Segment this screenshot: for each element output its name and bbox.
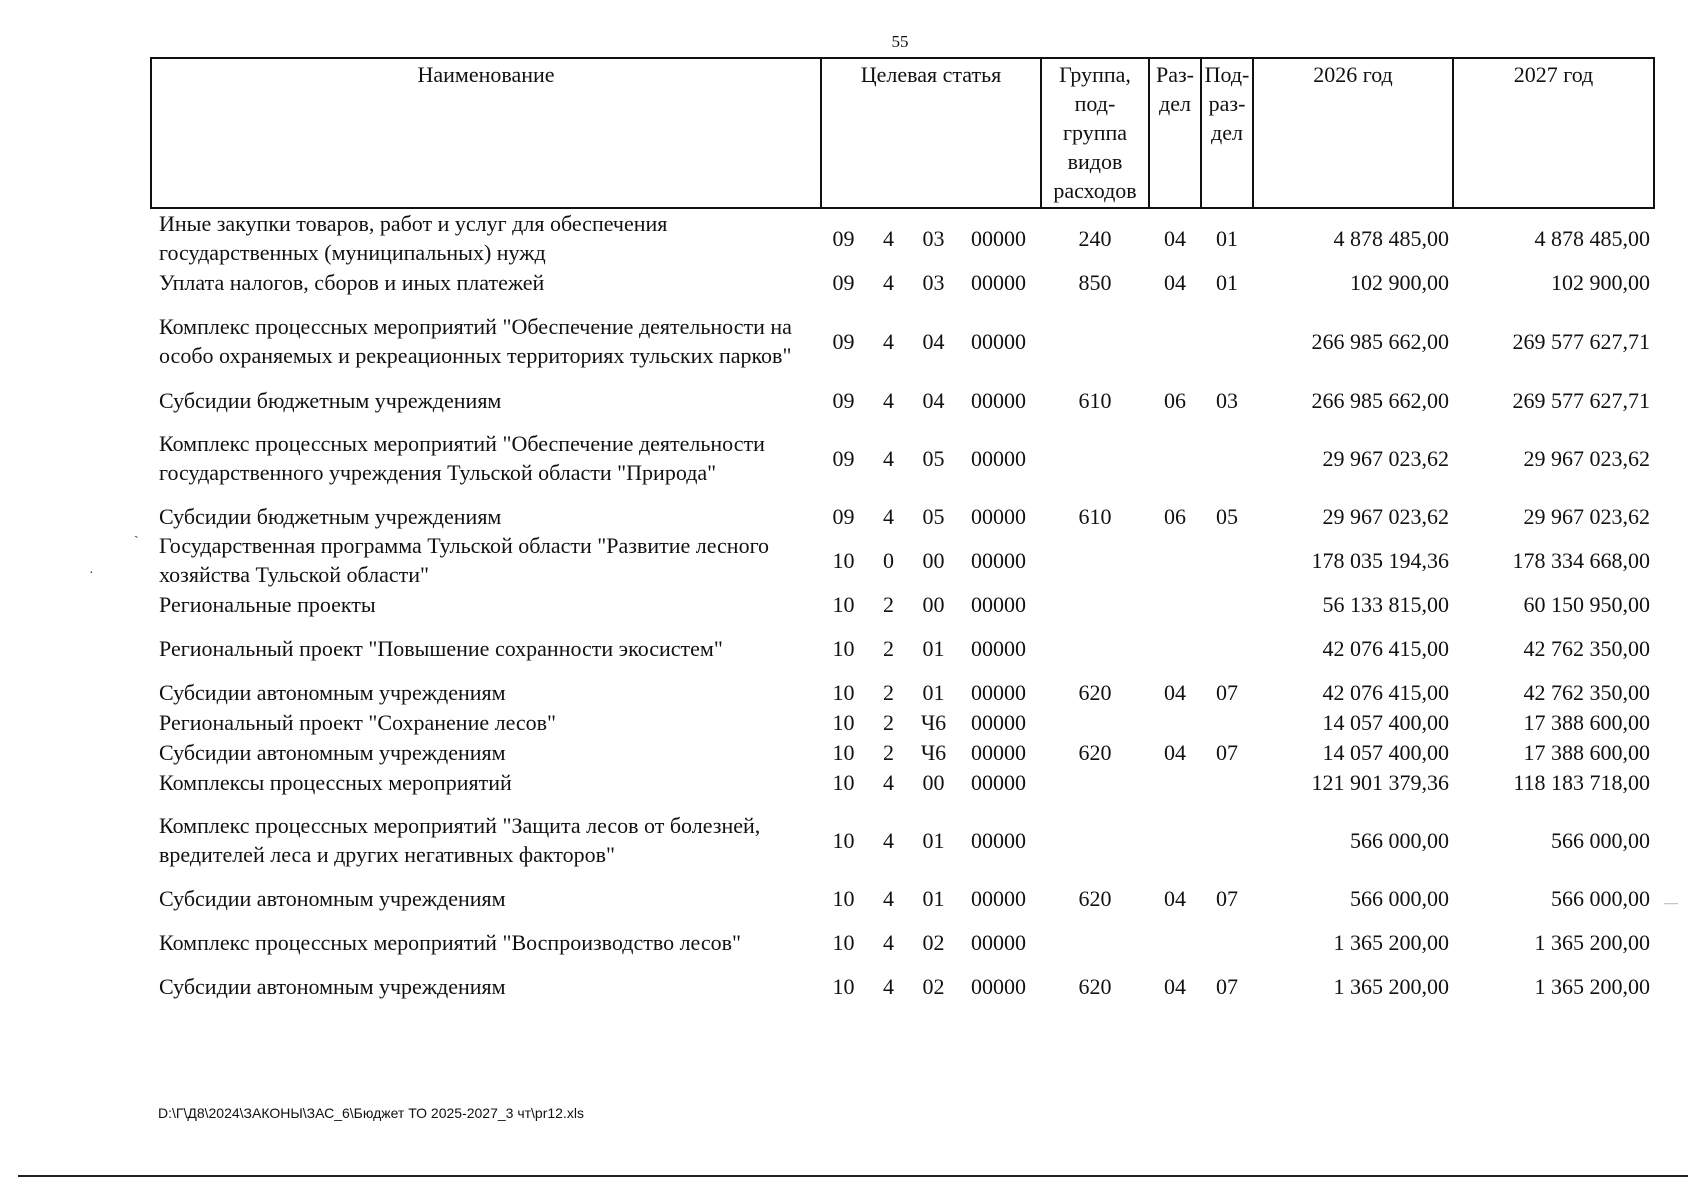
cell-name: Комплекс процессных мероприятий "Обеспечение деятельности государственного учреждения Тульской области "Природа" — [159, 431, 765, 485]
cell-y2026: 14 057 400,00 — [1322, 709, 1449, 735]
cell-section — [1149, 589, 1201, 619]
cell-t3: 00 — [922, 769, 945, 795]
cell-subsection: 01 — [1216, 225, 1238, 251]
cell-section: 04 — [1164, 679, 1186, 705]
cell-subsection — [1201, 297, 1253, 385]
cell-t4: 00000 — [971, 503, 1026, 529]
cell-group — [1041, 707, 1149, 737]
cell-group: 620 — [1078, 679, 1112, 705]
cell-t2: 4 — [883, 929, 894, 955]
scan-speck: — — [1664, 896, 1678, 911]
cell-section: 04 — [1164, 225, 1186, 251]
cell-group — [1041, 415, 1149, 501]
cell-t1: 10 — [832, 827, 855, 853]
table-row — [151, 267, 1654, 297]
table-row — [151, 619, 1654, 677]
cell-y2026: 102 900,00 — [1350, 269, 1449, 295]
cell-subsection: 03 — [1216, 387, 1238, 413]
cell-y2026: 4 878 485,00 — [1333, 225, 1449, 251]
cell-subsection — [1201, 767, 1253, 797]
header-name: Наименование — [151, 58, 821, 208]
cell-subsection — [1201, 531, 1253, 589]
cell-t4: 00000 — [971, 885, 1026, 911]
cell-group — [1041, 619, 1149, 677]
cell-name: Государственная программа Тульской области "Развитие лесного хозяйства Тульской области" — [159, 533, 770, 587]
cell-group — [1041, 767, 1149, 797]
cell-subsection — [1201, 797, 1253, 883]
cell-t3: 04 — [922, 387, 945, 413]
cell-y2026: 1 365 200,00 — [1333, 929, 1449, 955]
cell-y2026: 56 133 815,00 — [1322, 591, 1449, 617]
cell-y2027: 566 000,00 — [1551, 885, 1650, 911]
cell-section: 04 — [1164, 973, 1186, 999]
cell-y2026: 29 967 023,62 — [1322, 445, 1449, 471]
cell-y2027: 42 762 350,00 — [1523, 679, 1650, 705]
cell-group: 620 — [1078, 739, 1112, 765]
cell-t3: 04 — [922, 328, 945, 354]
cell-y2027: 118 183 718,00 — [1513, 769, 1650, 795]
cell-section — [1149, 297, 1201, 385]
cell-t1: 09 — [832, 387, 855, 413]
cell-subsection: 07 — [1216, 885, 1238, 911]
cell-name: Региональный проект "Повышение сохранности экосистем" — [159, 635, 723, 661]
header-year-2027: 2027 год — [1453, 58, 1654, 208]
cell-t4: 00000 — [971, 387, 1026, 413]
table-row — [151, 589, 1654, 619]
bottom-rule — [18, 1175, 1688, 1177]
cell-t1: 10 — [832, 739, 855, 765]
cell-group — [1041, 297, 1149, 385]
cell-t4: 00000 — [971, 225, 1026, 251]
cell-t2: 4 — [883, 269, 894, 295]
cell-t1: 09 — [832, 225, 855, 251]
cell-section — [1149, 767, 1201, 797]
cell-section — [1149, 619, 1201, 677]
cell-t1: 10 — [832, 973, 855, 999]
cell-y2027: 102 900,00 — [1551, 269, 1650, 295]
cell-y2026: 178 035 194,36 — [1311, 547, 1449, 573]
cell-name: Субсидии автономным учреждениям — [159, 739, 506, 765]
cell-y2027: 4 878 485,00 — [1534, 225, 1650, 251]
header-target: Целевая статья — [821, 58, 1041, 208]
cell-t3: 02 — [922, 973, 945, 999]
cell-y2026: 266 985 662,00 — [1311, 328, 1449, 354]
cell-t1: 10 — [832, 591, 855, 617]
header-group-line: видов — [1067, 149, 1123, 174]
cell-y2026: 42 076 415,00 — [1322, 635, 1449, 661]
header-subsection-line: Под- — [1204, 62, 1250, 87]
cell-t2: 0 — [883, 547, 894, 573]
cell-t3: 01 — [922, 679, 945, 705]
cell-t1: 10 — [832, 635, 855, 661]
cell-name: Субсидии автономным учреждениям — [159, 885, 506, 911]
cell-section — [1149, 531, 1201, 589]
cell-t3: 02 — [922, 929, 945, 955]
header-group — [1041, 58, 1149, 208]
cell-y2026: 29 967 023,62 — [1322, 503, 1449, 529]
table-row — [151, 501, 1654, 531]
header-group-line: расходов — [1053, 178, 1137, 203]
budget-table — [150, 57, 1655, 1001]
cell-t3: 01 — [922, 827, 945, 853]
cell-name: Комплексы процессных мероприятий — [159, 769, 512, 795]
cell-t2: 4 — [883, 827, 894, 853]
cell-t4: 00000 — [971, 591, 1026, 617]
cell-section — [1149, 707, 1201, 737]
cell-y2027: 29 967 023,62 — [1523, 445, 1650, 471]
cell-t1: 10 — [832, 929, 855, 955]
cell-y2027: 29 967 023,62 — [1523, 503, 1650, 529]
cell-group: 620 — [1078, 973, 1112, 999]
cell-t2: 4 — [883, 885, 894, 911]
cell-name: Комплекс процессных мероприятий "Воспроизводство лесов" — [159, 929, 742, 955]
cell-name: Иные закупки товаров, работ и услуг для обеспечения государственных (муниципальных) нужд — [159, 211, 668, 265]
cell-t3: Ч6 — [920, 739, 947, 765]
cell-y2027: 269 577 627,71 — [1512, 387, 1650, 413]
cell-y2026: 566 000,00 — [1350, 885, 1449, 911]
cell-t3: 00 — [922, 547, 945, 573]
cell-subsection: 07 — [1216, 679, 1238, 705]
header-group-line: Группа, — [1059, 62, 1131, 87]
header-section-line: Раз- — [1155, 62, 1195, 87]
table-row — [151, 707, 1654, 737]
cell-y2027: 1 365 200,00 — [1534, 973, 1650, 999]
cell-y2026: 266 985 662,00 — [1311, 387, 1449, 413]
cell-t4: 00000 — [971, 769, 1026, 795]
cell-y2027: 42 762 350,00 — [1523, 635, 1650, 661]
cell-t2: 4 — [883, 387, 894, 413]
cell-t3: 03 — [922, 269, 945, 295]
header-subsection-line: раз- — [1208, 91, 1246, 116]
cell-group: 620 — [1078, 885, 1112, 911]
cell-subsection: 07 — [1216, 973, 1238, 999]
cell-subsection — [1201, 913, 1253, 971]
cell-name: Комплекс процессных мероприятий "Обеспечение деятельности на особо охраняемых и рекреационных территориях тульских парков" — [159, 314, 792, 368]
cell-t1: 09 — [832, 328, 855, 354]
table-row — [151, 913, 1654, 971]
cell-t2: 2 — [883, 709, 894, 735]
table-row — [151, 208, 1654, 267]
cell-t3: 03 — [922, 225, 945, 251]
cell-name: Субсидии бюджетным учреждениям — [159, 387, 502, 413]
cell-section: 04 — [1164, 885, 1186, 911]
header-subsection-line: дел — [1211, 120, 1243, 145]
cell-t1: 10 — [832, 547, 855, 573]
header-group-line: группа — [1062, 120, 1128, 145]
cell-t4: 00000 — [971, 547, 1026, 573]
cell-t4: 00000 — [971, 328, 1026, 354]
table-row — [151, 677, 1654, 707]
cell-y2027: 566 000,00 — [1551, 827, 1650, 853]
cell-group — [1041, 589, 1149, 619]
cell-section: 04 — [1164, 269, 1186, 295]
cell-y2027: 1 365 200,00 — [1534, 929, 1650, 955]
cell-t2: 4 — [883, 973, 894, 999]
table-row — [151, 737, 1654, 767]
scan-speck: · — [89, 566, 94, 581]
cell-t4: 00000 — [971, 269, 1026, 295]
table-row — [151, 767, 1654, 797]
cell-subsection: 01 — [1216, 269, 1238, 295]
cell-section — [1149, 913, 1201, 971]
cell-y2027: 269 577 627,71 — [1512, 328, 1650, 354]
cell-group: 240 — [1078, 225, 1112, 251]
cell-group: 610 — [1078, 387, 1112, 413]
cell-y2026: 1 365 200,00 — [1333, 973, 1449, 999]
cell-t1: 10 — [832, 769, 855, 795]
cell-group: 850 — [1078, 269, 1112, 295]
cell-group — [1041, 531, 1149, 589]
cell-t2: 4 — [883, 225, 894, 251]
cell-t4: 00000 — [971, 709, 1026, 735]
cell-name: Субсидии автономным учреждениям — [159, 973, 506, 999]
cell-y2026: 14 057 400,00 — [1322, 739, 1449, 765]
cell-t4: 00000 — [971, 739, 1026, 765]
cell-t2: 2 — [883, 739, 894, 765]
table-row — [151, 385, 1654, 415]
cell-subsection — [1201, 415, 1253, 501]
table-row — [151, 883, 1654, 913]
cell-y2026: 121 901 379,36 — [1311, 769, 1449, 795]
header-section — [1149, 58, 1201, 208]
cell-t1: 09 — [832, 503, 855, 529]
cell-t4: 00000 — [971, 445, 1026, 471]
cell-y2027: 17 388 600,00 — [1523, 739, 1650, 765]
cell-section: 06 — [1164, 503, 1186, 529]
cell-subsection — [1201, 619, 1253, 677]
table-row — [151, 415, 1654, 501]
cell-name: Региональные проекты — [159, 591, 376, 617]
cell-t4: 00000 — [971, 635, 1026, 661]
cell-t1: 10 — [832, 885, 855, 911]
header-group-line: под- — [1074, 91, 1116, 116]
cell-t2: 4 — [883, 503, 894, 529]
page-number: 55 — [891, 32, 909, 51]
table-row — [151, 531, 1654, 589]
table-row — [151, 297, 1654, 385]
cell-y2027: 178 334 668,00 — [1512, 547, 1650, 573]
table-body — [151, 208, 1654, 1001]
cell-name: Комплекс процессных мероприятий "Защита лесов от болезней, вредителей леса и других негативных факторов" — [159, 813, 761, 867]
cell-y2027: 17 388 600,00 — [1523, 709, 1650, 735]
cell-name: Региональный проект "Сохранение лесов" — [159, 709, 557, 735]
cell-section — [1149, 415, 1201, 501]
cell-t2: 4 — [883, 445, 894, 471]
cell-t4: 00000 — [971, 827, 1026, 853]
cell-y2026: 566 000,00 — [1350, 827, 1449, 853]
cell-name: Уплата налогов, сборов и иных платежей — [159, 269, 545, 295]
cell-t4: 00000 — [971, 973, 1026, 999]
header-subsection — [1201, 58, 1253, 208]
cell-t3: 05 — [922, 503, 945, 529]
cell-t1: 09 — [832, 269, 855, 295]
table-row — [151, 971, 1654, 1001]
cell-t4: 00000 — [971, 679, 1026, 705]
cell-y2027: 60 150 950,00 — [1523, 591, 1650, 617]
header-year-2026: 2026 год — [1253, 58, 1453, 208]
cell-subsection: 05 — [1216, 503, 1238, 529]
cell-section: 06 — [1164, 387, 1186, 413]
cell-name: Субсидии автономным учреждениям — [159, 679, 506, 705]
cell-t1: 09 — [832, 445, 855, 471]
cell-section — [1149, 797, 1201, 883]
cell-t3: Ч6 — [920, 709, 947, 735]
cell-t2: 4 — [883, 328, 894, 354]
cell-subsection — [1201, 589, 1253, 619]
table-header-row — [151, 58, 1654, 208]
cell-name: Субсидии бюджетным учреждениям — [159, 503, 502, 529]
cell-subsection: 07 — [1216, 739, 1238, 765]
scan-speck: ˏ — [134, 524, 139, 539]
cell-t1: 10 — [832, 709, 855, 735]
cell-t2: 2 — [883, 679, 894, 705]
header-section-line: дел — [1159, 91, 1191, 116]
cell-t2: 2 — [883, 591, 894, 617]
cell-t1: 10 — [832, 679, 855, 705]
cell-t3: 05 — [922, 445, 945, 471]
cell-group — [1041, 913, 1149, 971]
cell-t2: 2 — [883, 635, 894, 661]
file-path: D:\Г\Д8\2024\ЗАКОНЫ\ЗАС_6\Бюджет ТО 2025-2027_3 чт\pr12.xls — [158, 1105, 584, 1121]
cell-subsection — [1201, 707, 1253, 737]
cell-y2026: 42 076 415,00 — [1322, 679, 1449, 705]
cell-section: 04 — [1164, 739, 1186, 765]
table-row — [151, 797, 1654, 883]
cell-t4: 00000 — [971, 929, 1026, 955]
cell-group — [1041, 797, 1149, 883]
cell-group: 610 — [1078, 503, 1112, 529]
cell-t3: 01 — [922, 635, 945, 661]
cell-t3: 01 — [922, 885, 945, 911]
cell-t2: 4 — [883, 769, 894, 795]
cell-t3: 00 — [922, 591, 945, 617]
